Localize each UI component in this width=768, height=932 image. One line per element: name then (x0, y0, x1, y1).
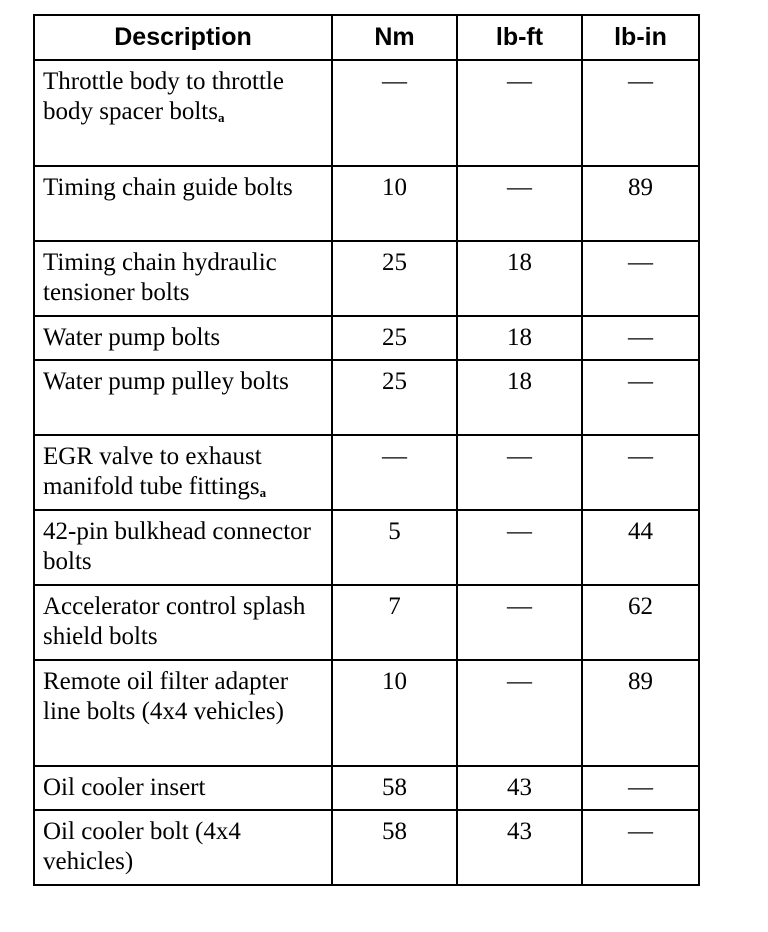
row-lb-in: — (582, 766, 699, 810)
row-nm: — (332, 60, 457, 166)
row-lb-ft: 43 (457, 810, 582, 885)
row-lb-in: — (582, 241, 699, 316)
row-nm: 25 (332, 316, 457, 360)
row-lb-ft: 18 (457, 316, 582, 360)
row-lb-ft: 18 (457, 360, 582, 435)
row-description: Water pump pulley bolts (34, 360, 332, 435)
row-lb-in: — (582, 316, 699, 360)
row-description: Oil cooler insert (34, 766, 332, 810)
row-description: Accelerator control splash shield bolts (34, 585, 332, 660)
header-description: Description (34, 15, 332, 60)
row-lb-ft: 18 (457, 241, 582, 316)
row-description: Throttle body to throttle body spacer bolts$_a$ (34, 60, 332, 166)
row-nm: 10 (332, 166, 457, 241)
row-lb-in: 62 (582, 585, 699, 660)
row-lb-in: 89 (582, 660, 699, 766)
table-row (34, 660, 699, 766)
header-row (34, 15, 699, 60)
row-nm: 10 (332, 660, 457, 766)
table-row (34, 810, 699, 885)
footnote-marker: a (259, 485, 267, 500)
row-lb-ft: 43 (457, 766, 582, 810)
row-description: Oil cooler bolt (4x4 vehicles) (34, 810, 332, 885)
table-row (34, 241, 699, 316)
row-description: Timing chain guide bolts (34, 166, 332, 241)
row-nm: 5 (332, 510, 457, 585)
row-lb-ft: — (457, 435, 582, 510)
header-nm: Nm (332, 15, 457, 60)
table-row (34, 510, 699, 585)
row-nm: 7 (332, 585, 457, 660)
table-row (34, 585, 699, 660)
row-lb-ft: — (457, 166, 582, 241)
footnote-marker: a (217, 110, 225, 125)
row-lb-ft: — (457, 510, 582, 585)
row-description: EGR valve to exhaust manifold tube fittings$_a$ (34, 435, 332, 510)
row-description: 42-pin bulkhead connector bolts (34, 510, 332, 585)
torque-spec-table (33, 14, 700, 886)
row-lb-in: 89 (582, 166, 699, 241)
table-row (34, 316, 699, 360)
table-row (34, 360, 699, 435)
table-row (34, 435, 699, 510)
header-lb-ft: lb-ft (457, 15, 582, 60)
table-row (34, 166, 699, 241)
row-nm: 25 (332, 360, 457, 435)
row-lb-in: — (582, 360, 699, 435)
row-lb-in: — (582, 60, 699, 166)
header-lb-in: lb-in (582, 15, 699, 60)
row-nm: 58 (332, 810, 457, 885)
row-description: Timing chain hydraulic tensioner bolts (34, 241, 332, 316)
row-description: Water pump bolts (34, 316, 332, 360)
row-nm: 58 (332, 766, 457, 810)
row-lb-ft: — (457, 60, 582, 166)
row-description: Remote oil filter adapter line bolts (4x4 vehicles) (34, 660, 332, 766)
table-row (34, 60, 699, 166)
table-row (34, 766, 699, 810)
row-nm: — (332, 435, 457, 510)
row-lb-in: — (582, 435, 699, 510)
row-lb-ft: — (457, 585, 582, 660)
row-lb-ft: — (457, 660, 582, 766)
row-lb-in: — (582, 810, 699, 885)
row-nm: 25 (332, 241, 457, 316)
row-lb-in: 44 (582, 510, 699, 585)
